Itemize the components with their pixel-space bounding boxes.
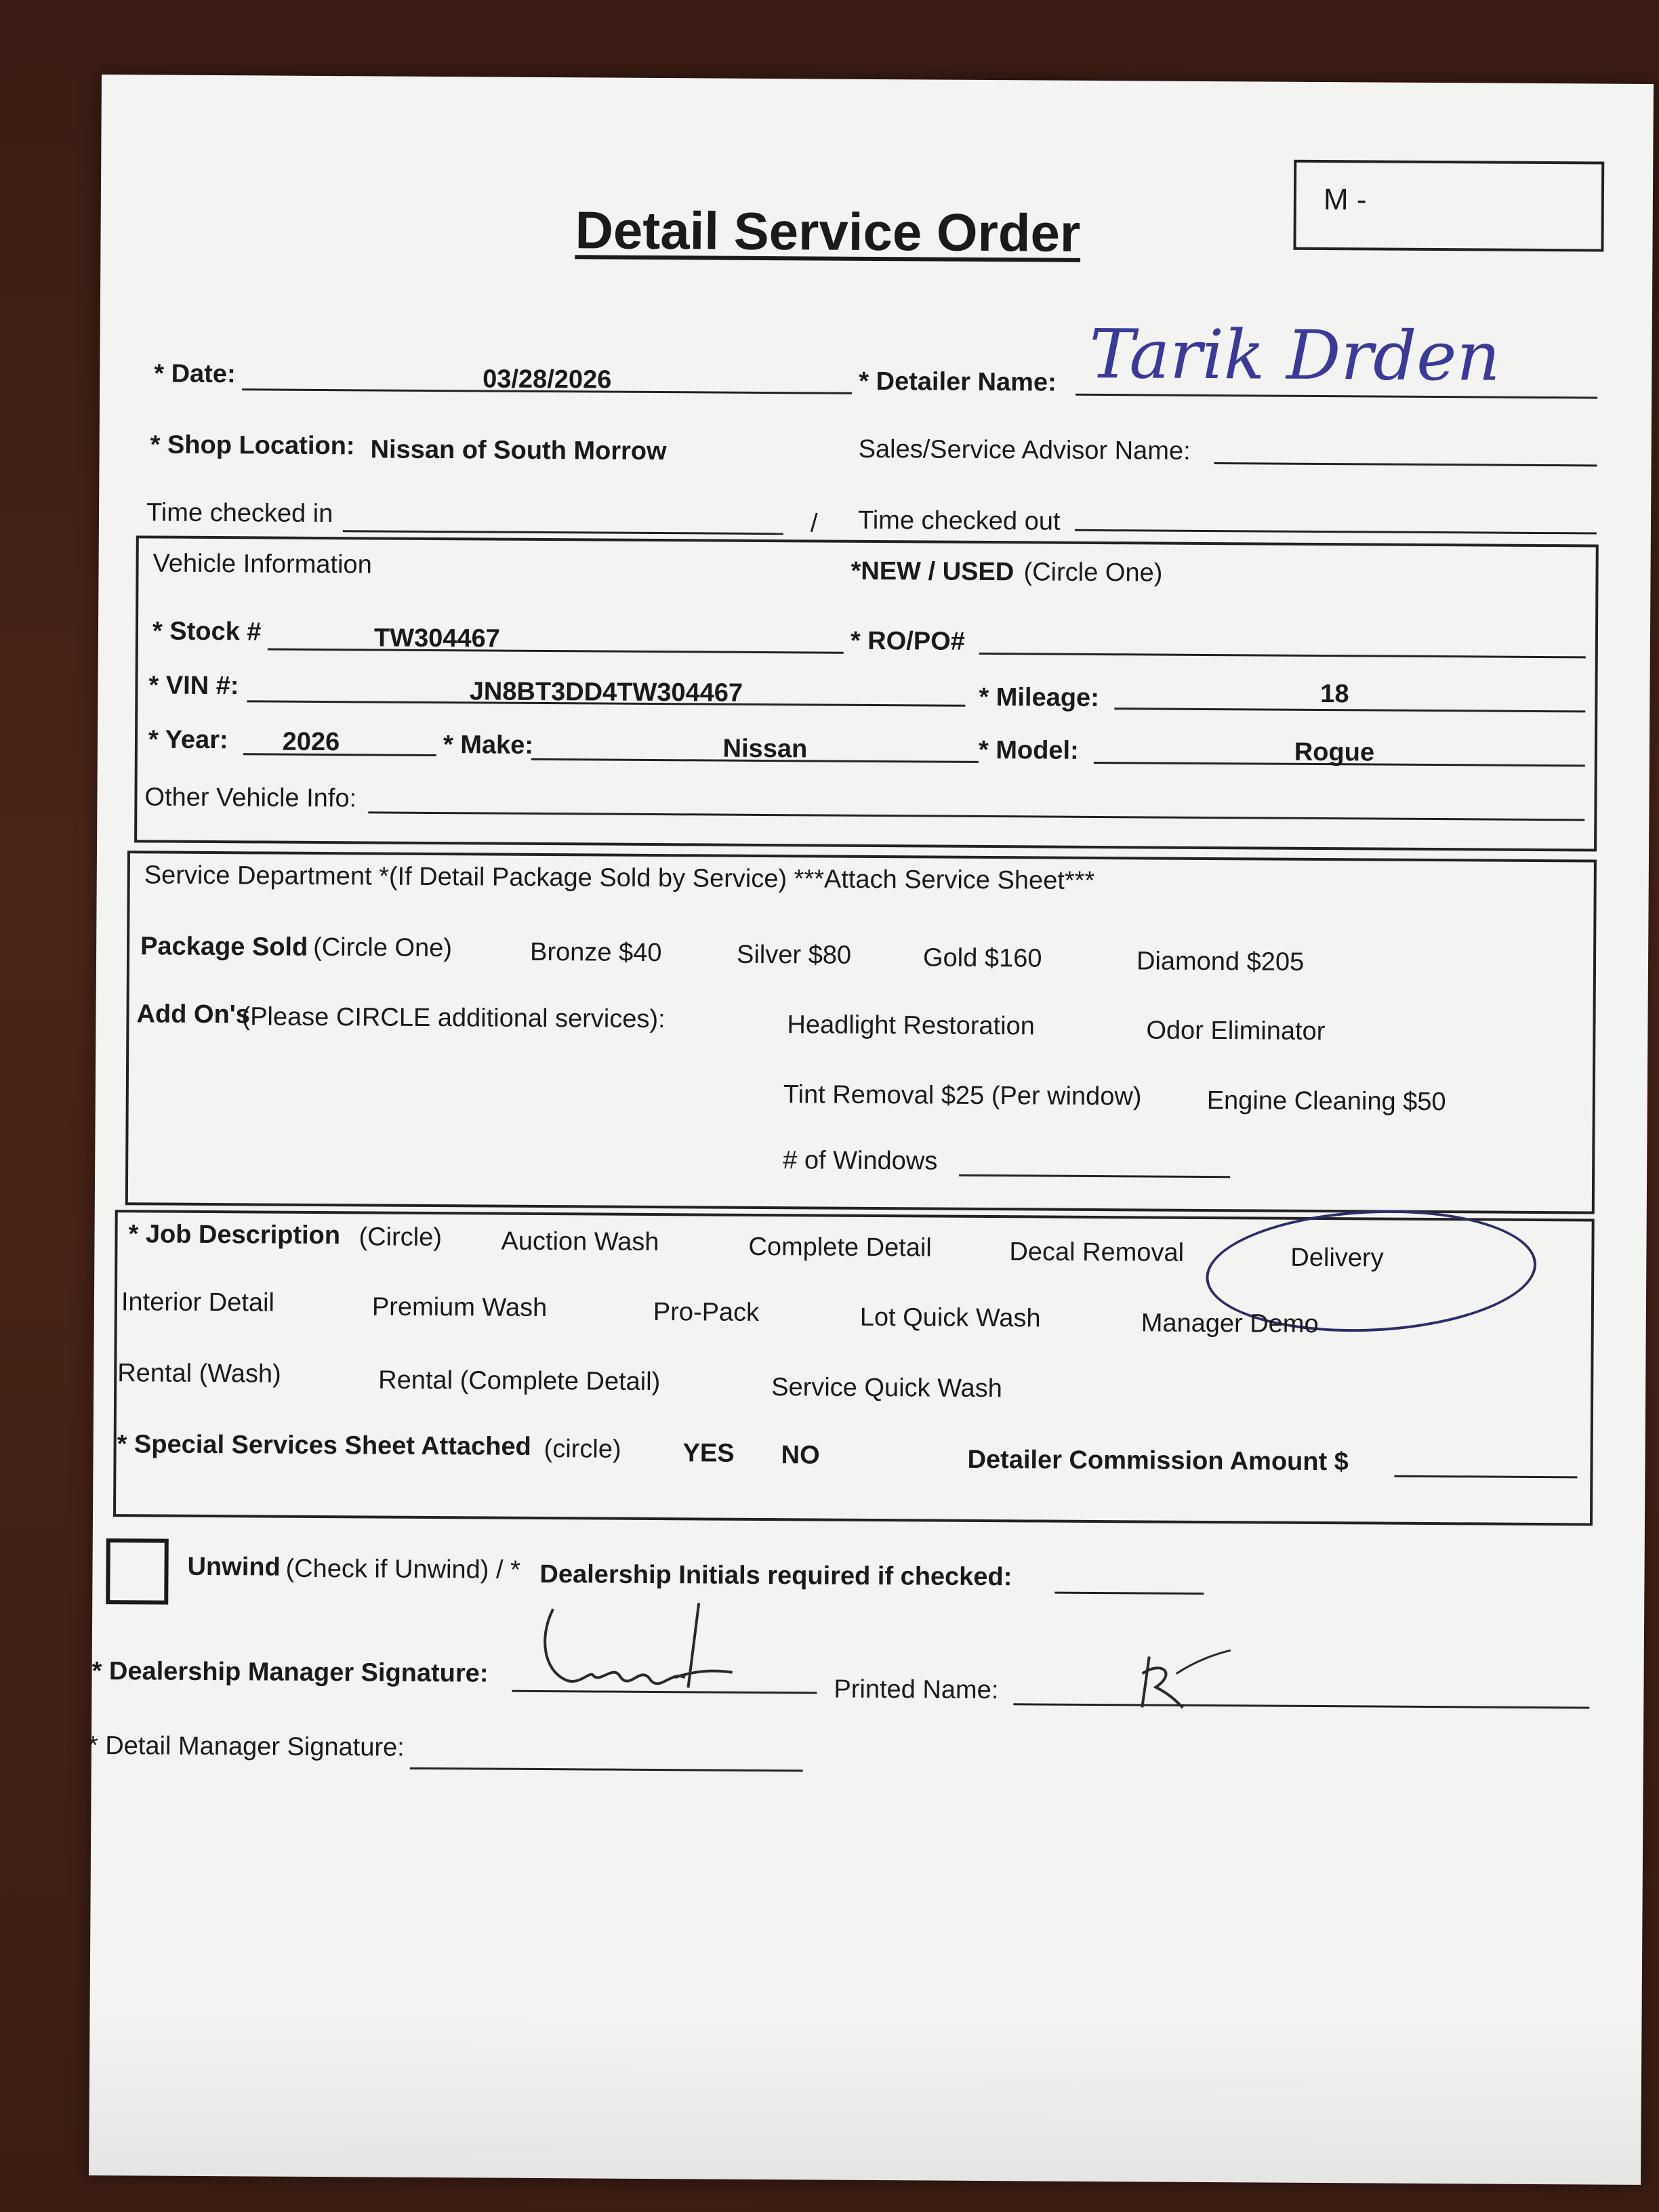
job-complete-detail[interactable]: Complete Detail: [748, 1232, 932, 1263]
date-value[interactable]: 03/28/2026: [483, 365, 612, 394]
package-diamond[interactable]: Diamond $205: [1136, 947, 1305, 977]
add-ons-label: Add On's: [136, 1000, 251, 1029]
commission-label: Detailer Commission Amount $: [967, 1445, 1349, 1477]
special-services-label: * Special Services Sheet Attached: [117, 1430, 531, 1461]
job-lot-quick-wash[interactable]: Lot Quick Wash: [859, 1303, 1041, 1333]
time-out-label: Time checked out: [857, 506, 1061, 536]
time-separator: /: [810, 509, 818, 538]
vin-label: * VIN #:: [148, 671, 239, 701]
time-in-label: Time checked in: [146, 498, 333, 529]
model-label: * Model:: [978, 735, 1079, 765]
job-auction-wash[interactable]: Auction Wash: [501, 1227, 659, 1257]
printed-name-line[interactable]: [1013, 1703, 1589, 1708]
time-in-line[interactable]: [343, 530, 783, 535]
printed-name-initials: [1128, 1646, 1237, 1715]
job-delivery[interactable]: Delivery: [1290, 1243, 1384, 1273]
job-decal-removal[interactable]: Decal Removal: [1009, 1237, 1185, 1267]
stock-label: * Stock #: [152, 617, 262, 647]
mileage-value[interactable]: 18: [1320, 680, 1349, 709]
year-value[interactable]: 2026: [282, 727, 340, 757]
job-interior-detail[interactable]: Interior Detail: [121, 1288, 275, 1317]
dealership-manager-signature: [525, 1595, 750, 1698]
vin-value[interactable]: JN8BT3DD4TW304467: [469, 677, 743, 708]
stock-value[interactable]: TW304467: [373, 623, 500, 653]
vehicle-info-heading: Vehicle Information: [152, 549, 372, 579]
detail-manager-signature-label: * Detail Manager Signature:: [87, 1731, 405, 1762]
printed-name-label: Printed Name:: [834, 1675, 999, 1705]
job-rental-wash[interactable]: Rental (Wash): [117, 1359, 281, 1389]
package-silver[interactable]: Silver $80: [736, 940, 852, 970]
dealership-initials-line[interactable]: [1054, 1592, 1204, 1595]
service-dept-heading: Service Department *(If Detail Package Sold by Service) ***Attach Service Sheet***: [144, 861, 1095, 895]
unwind-hint: (Check if Unwind) / *: [285, 1554, 520, 1584]
addon-engine-cleaning[interactable]: Engine Cleaning $50: [1206, 1086, 1446, 1117]
service-order-sheet: [89, 75, 1654, 2185]
advisor-name-line[interactable]: [1214, 462, 1597, 466]
job-pro-pack[interactable]: Pro-Pack: [653, 1298, 760, 1327]
form-title: Detail Service Order: [575, 200, 1081, 263]
order-number-label: M -: [1323, 183, 1367, 217]
shop-location-value[interactable]: Nissan of South Morrow: [370, 435, 667, 466]
special-services-hint: (circle): [544, 1435, 621, 1464]
dealership-manager-signature-label: * Dealership Manager Signature:: [91, 1656, 489, 1688]
time-out-line[interactable]: [1075, 529, 1597, 535]
job-description-label: * Job Description: [128, 1220, 341, 1250]
advisor-name-label: Sales/Service Advisor Name:: [858, 434, 1191, 466]
job-manager-demo[interactable]: Manager Demo: [1141, 1309, 1319, 1339]
ro-po-label: * RO/PO#: [850, 626, 965, 656]
make-value[interactable]: Nissan: [722, 734, 808, 764]
order-number-box[interactable]: [1293, 160, 1604, 252]
job-service-quick-wash[interactable]: Service Quick Wash: [771, 1373, 1002, 1404]
detailer-name-label: * Detailer Name:: [859, 367, 1057, 397]
shop-location-label: * Shop Location:: [150, 430, 355, 461]
year-label: * Year:: [148, 725, 228, 755]
package-bronze[interactable]: Bronze $40: [529, 937, 662, 968]
package-gold[interactable]: Gold $160: [922, 943, 1042, 973]
addon-headlight-restoration[interactable]: Headlight Restoration: [787, 1010, 1036, 1041]
job-premium-wash[interactable]: Premium Wash: [371, 1292, 548, 1323]
add-ons-hint: (Please CIRCLE additional services):: [241, 1002, 665, 1034]
date-label: * Date:: [154, 359, 236, 389]
detailer-name-handwritten[interactable]: Tarik Drden: [1089, 314, 1501, 396]
unwind-checkbox[interactable]: [106, 1538, 169, 1605]
special-services-no[interactable]: NO: [781, 1441, 820, 1470]
unwind-label: Unwind: [187, 1552, 281, 1582]
job-description-hint: (Circle): [359, 1223, 443, 1252]
dealership-initials-label: Dealership Initials required if checked:: [539, 1559, 1012, 1592]
special-services-yes[interactable]: YES: [682, 1439, 735, 1468]
windows-count-label: # of Windows: [783, 1146, 938, 1176]
new-used-hint: (Circle One): [1023, 558, 1163, 588]
job-rental-complete-detail[interactable]: Rental (Complete Detail): [378, 1366, 661, 1397]
detail-manager-signature-line[interactable]: [410, 1767, 803, 1772]
make-label: * Make:: [443, 731, 534, 760]
package-sold-label: Package Sold: [140, 932, 308, 962]
addon-odor-eliminator[interactable]: Odor Eliminator: [1146, 1016, 1326, 1046]
package-sold-hint: (Circle One): [313, 933, 453, 963]
addon-tint-removal[interactable]: Tint Removal $25 (Per window): [783, 1080, 1142, 1111]
model-value[interactable]: Rogue: [1294, 737, 1375, 767]
other-info-label: Other Vehicle Info:: [144, 783, 357, 813]
mileage-label: * Mileage:: [979, 682, 1099, 713]
new-used-option[interactable]: *NEW / USED: [851, 556, 1015, 587]
